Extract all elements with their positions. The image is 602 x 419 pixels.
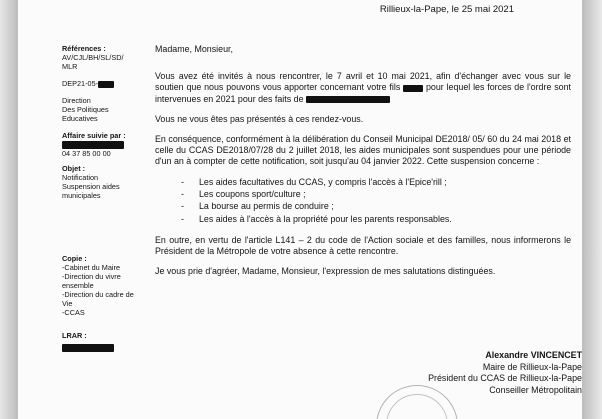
paragraph-closing: Je vous prie d'agréer, Madame, Monsieur, l'expression de mes salutations distinguées. bbox=[155, 266, 496, 277]
objet-line: Notification bbox=[62, 173, 99, 183]
scan-border-right bbox=[582, 0, 602, 419]
paragraph-meetings bbox=[155, 71, 571, 105]
redaction-bar bbox=[98, 81, 114, 88]
signatory-title: Président du CCAS de Rillieux-la-Pape bbox=[428, 373, 582, 384]
list-item: - La bourse au permis de conduire ; bbox=[181, 201, 571, 212]
signatory-title: Maire de Rillieux-la-Pape bbox=[482, 361, 582, 372]
suspended-aids-list bbox=[181, 177, 571, 225]
redaction-bar bbox=[62, 344, 114, 352]
letter-date: Rillieux-la-Pape, le 25 mai 2021 bbox=[379, 4, 514, 15]
copie-line: ensemble bbox=[62, 281, 94, 291]
paragraph-legal: En outre, en vertu de l'article L141 – 2 du code de l'Action sociale et des familles, nous informerons le Président de la Métropole de votre absence à cette rencontre. bbox=[155, 235, 571, 257]
letter-page bbox=[18, 0, 582, 419]
direction-line: Des Politiques bbox=[62, 105, 109, 114]
direction-line: Direction bbox=[62, 96, 91, 105]
copie-line: -Direction du vivre bbox=[62, 272, 121, 282]
objet-line: municipales bbox=[62, 191, 101, 201]
paragraph-text: Vous avez été invités à nous rencontrer, le 7 avril et 10 mai 2021, afin d'échanger avec vous sur le soutien que nous pouvons vous apporter concernant votre fils bbox=[155, 71, 571, 93]
reference-column bbox=[62, 44, 136, 360]
signature-block bbox=[398, 350, 582, 396]
copie-line: -Direction du cadre de bbox=[62, 290, 134, 300]
copie-line: -Cabinet du Maire bbox=[62, 263, 120, 273]
affaire-label: Affaire suivie par : bbox=[62, 131, 126, 140]
list-item: - Les aides à l'accès à la propriété pour les parents responsables. bbox=[181, 214, 571, 225]
scan-border-left bbox=[0, 0, 18, 419]
paragraph-text: pour lequel les forces de l'ordre sont intervenues en 2021 pour des faits de bbox=[155, 82, 571, 104]
dep-code: DEP21-05- bbox=[62, 79, 99, 88]
phone-number: 04 37 85 00 00 bbox=[62, 149, 111, 159]
paragraph-suspension: En conséquence, conformément à la délibération du Conseil Municipal DE2018/ 05/ 60 du 24 mai 2018 et celle du CCAS DE2018/07/28 du 2 juillet 2018, les aides municipales sont suspendues pour une période d'un an à compter de cette notification, soit jusqu'au 04 janvier 2022. Cette suspension concerne : bbox=[155, 134, 571, 167]
copie-label: Copie : bbox=[62, 254, 87, 264]
redaction-bar bbox=[62, 141, 124, 149]
list-item: - Les coupons sport/culture ; bbox=[181, 189, 571, 200]
references-line: MLR bbox=[62, 62, 78, 71]
objet-label: Objet : bbox=[62, 164, 86, 174]
references-line: AV/CJL/BH/SL/SD/ bbox=[62, 53, 124, 62]
lrar-label: LRAR : bbox=[62, 331, 87, 341]
references-label: Références : bbox=[62, 44, 106, 53]
list-item: - Les aides facultatives du CCAS, y compris l'accès à l'Epice'rill ; bbox=[181, 177, 571, 188]
objet-line: Suspension aides bbox=[62, 182, 120, 192]
copie-line: -CCAS bbox=[62, 308, 85, 318]
redaction-bar bbox=[403, 85, 423, 92]
paragraph-absence: Vous ne vous êtes pas présentés à ces rendez-vous. bbox=[155, 113, 364, 124]
signatory-name: Alexandre VINCENCET bbox=[485, 350, 582, 360]
redaction-bar bbox=[306, 96, 390, 103]
copie-line: Vie bbox=[62, 299, 73, 309]
salutation: Madame, Monsieur, bbox=[155, 44, 233, 54]
direction-line: Educatives bbox=[62, 114, 98, 123]
letter-body bbox=[155, 44, 571, 287]
signatory-title: Conseiller Métropolitain bbox=[489, 384, 582, 395]
